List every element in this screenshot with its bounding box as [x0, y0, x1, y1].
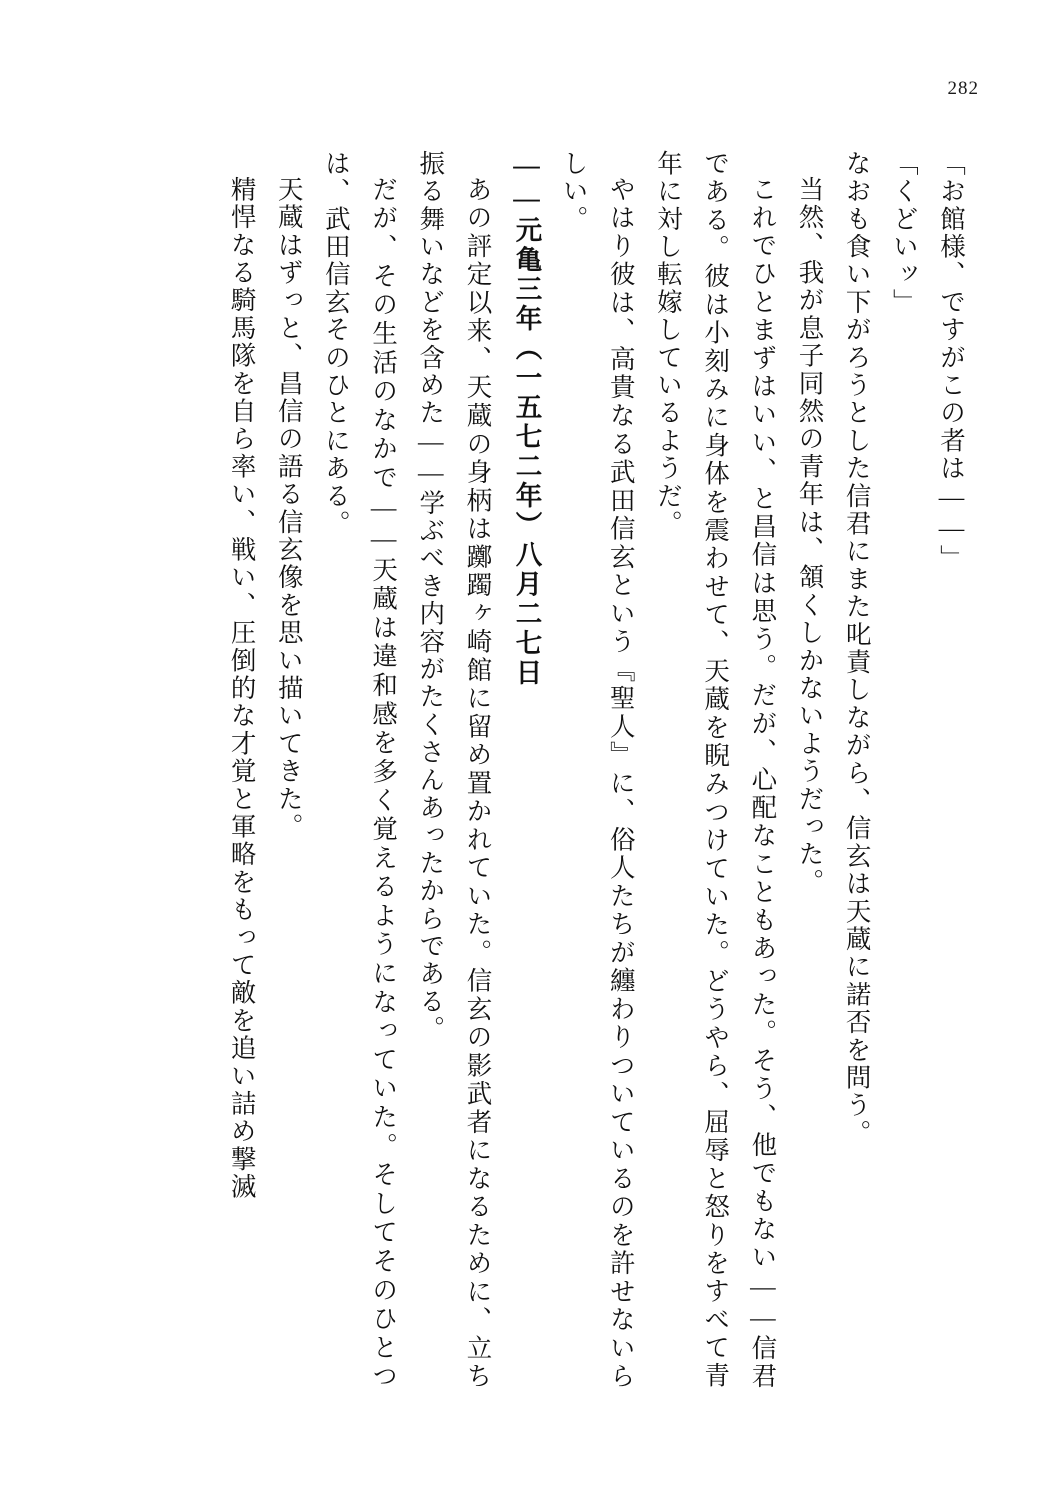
paragraph: なおも食い下がろうとした信君にまた叱責しながら、信玄は天蔵に諾否を問う。: [842, 150, 872, 1148]
paragraph: 「お館様、ですがこの者は――」: [937, 150, 966, 573]
paragraph: だが、その生活のなかで――天蔵は違和感を多く覚えるようになっていた。そしてそのひとつは、武田信玄そのひとにある。: [321, 150, 399, 1390]
paragraph: 「くどいッ」: [889, 150, 919, 317]
paragraph: やはり彼は、高貴なる武田信玄という『聖人』に、俗人たちが纏わりついているのを許せないらしい。: [559, 150, 636, 1390]
paragraph: あの評定以来、天蔵の身柄は躑躅ヶ崎館に留め置かれていた。信玄の影武者になるために、立ち振る舞いなどを含めた――学ぶべき内容がたくさんあったからである。: [416, 150, 493, 1390]
paragraph: 天蔵はずっと、昌信の語る信玄像を思い描いてきた。: [274, 175, 304, 841]
paragraph: 精悍なる騎馬隊を自ら率い、戦い、圧倒的な才覚と軍略をもって敵を追い詰め撃滅: [227, 175, 257, 1201]
paragraph: これでひとまずはいい、と昌信は思う。だが、心配なこともあった。そう、他でもない――信君である。彼は小刻みに身体を震わせて、天蔵を睨みつけていた。どうやら、屈辱と怒りをすべて青年に対し転嫁しているようだ。: [653, 150, 778, 1390]
page-number: 282: [947, 78, 979, 99]
paragraph: 当然、我が息子同然の青年は、頷くしかないようだった。: [795, 175, 825, 896]
page-body-text: [165, 150, 975, 1390]
section-heading: ――元亀三年（一五七二年）八月二七日: [511, 150, 542, 688]
